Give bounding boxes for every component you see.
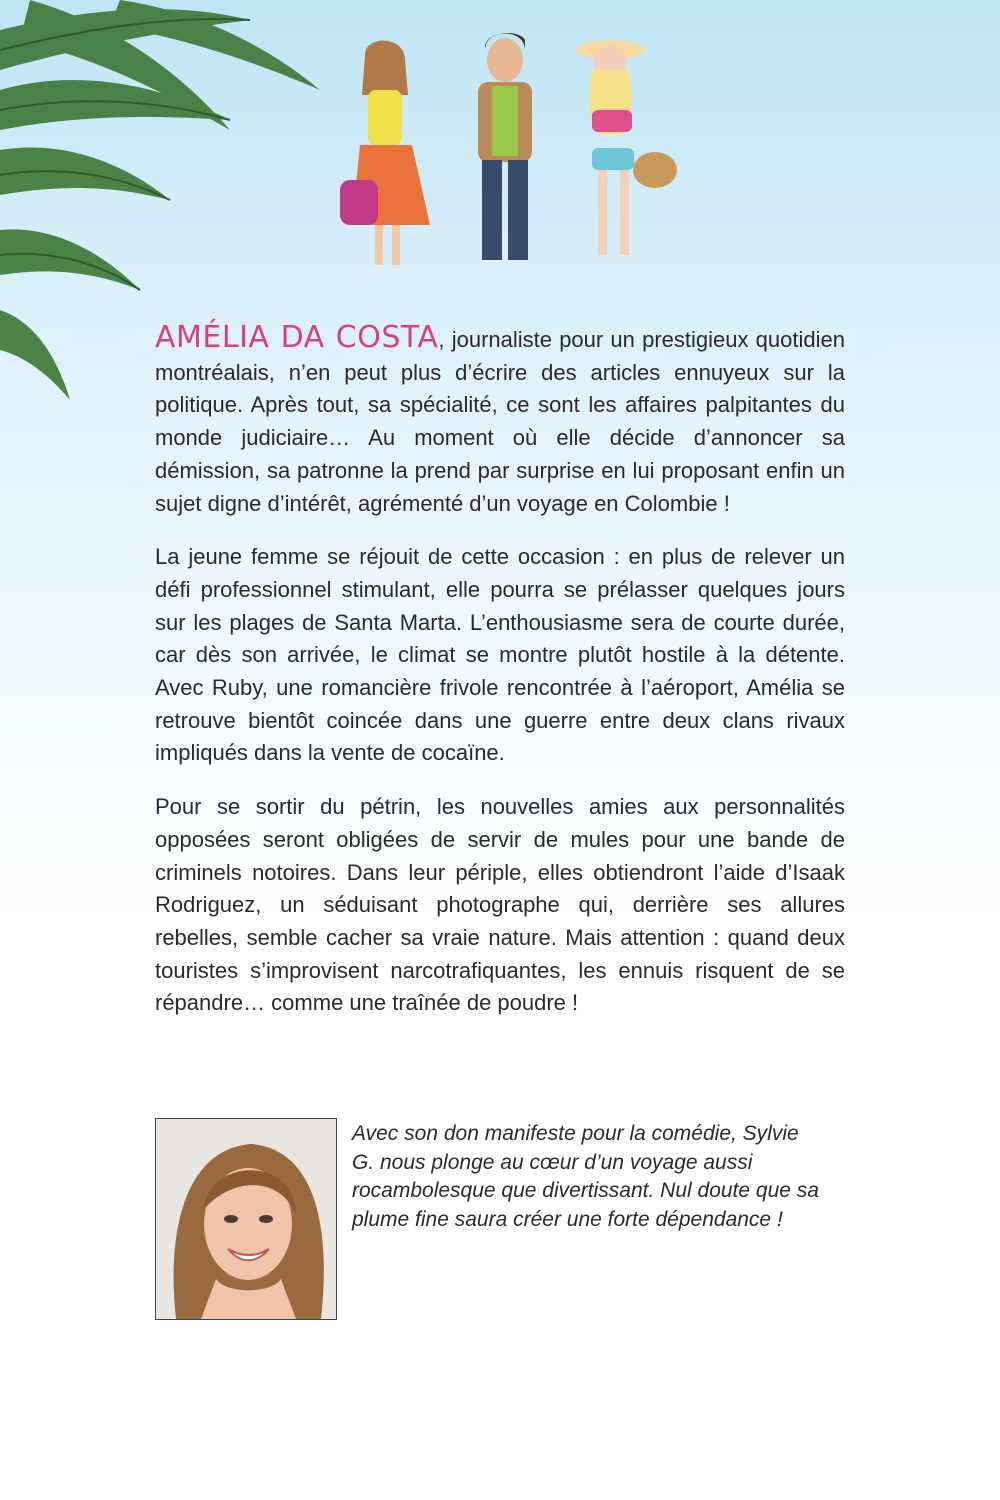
blurb-paragraph-1 (155, 322, 845, 520)
author-quote: Avec son don manifeste pour la comédie, Sylvie G. nous plonge au cœur d’un voyage aussi rocambolesque que divertissant. Nul doute que sa plume fine saura créer une forte dépendance ! (352, 1122, 819, 1231)
three-cartoon-characters-illustration (330, 20, 680, 285)
back-cover-blurb (155, 322, 845, 1041)
blurb-paragraph-2: La jeune femme se réjouit de cette occasion : en plus de relever un défi professionnel stimulant, elle pourra se prélasser quelques jours sur les plages de Santa Marta. L’enthousiasme sera de courte durée, car dès son arrivée, le climat se montre plutôt hostile à la détente. Avec Ruby, une romancière frivole rencontrée à l’aéroport, Amélia se retrouve bientôt coincée dans une guerre entre deux clans rivaux impliqués dans la vente de cocaïne. (155, 544, 845, 766)
blurb-paragraph-3: Pour se sortir du pétrin, les nouvelles amies aux personnalités opposées seront obligées de servir de mules pour une bande de criminels notoires. Dans leur périple, elles obtiendront l’aide d’Isaak Rodriguez, un séduisant photographe qui, derrière ses allures rebelles, semble cacher sa vraie nature. Mais attention : quand deux touristes s’improvisent narcotrafiquantes, les ennuis risquent de se répandre… comme une traînée de poudre ! (155, 794, 845, 1016)
heroine-name: AMÉLIA DA COSTA (155, 320, 439, 355)
blurb-paragraph-1-text: , journaliste pour un prestigieux quotidien montréalais, n’en peut plus d’écrire des articles ennuyeux sur la politique. Après tout, sa spécialité, ce sont les affaires palpitantes du monde judiciaire… Au moment où elle décide d’annoncer sa démission, sa patronne la prend par surprise en lui proposant enfin un sujet digne d’intérêt, agrémenté d’un voyage en Colombie ! (155, 327, 845, 516)
author-portrait-photo (155, 1118, 337, 1320)
